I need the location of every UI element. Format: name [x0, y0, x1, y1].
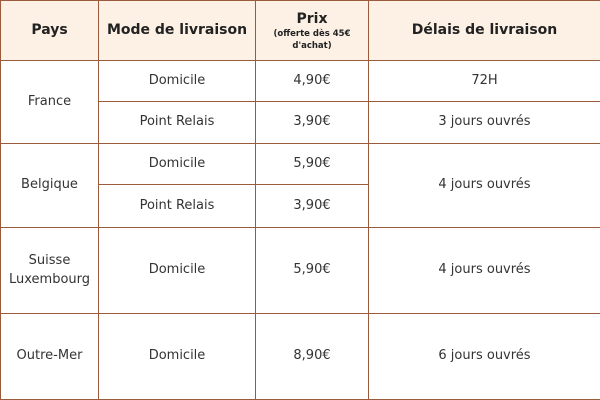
header-prix-note-1: (offerte dès 45€: [273, 29, 351, 40]
delai-cell: 4 jours ouvrés: [369, 144, 600, 228]
header-delais: Délais de livraison: [369, 1, 600, 61]
delai-cell: 6 jours ouvrés: [369, 314, 600, 400]
prix-cell: 4,90€: [256, 61, 369, 102]
pays-belgique: Belgique: [1, 144, 99, 228]
mode-cell: Domicile: [99, 228, 256, 314]
mode-cell: Domicile: [99, 61, 256, 102]
mode-cell: Domicile: [99, 144, 256, 185]
prix-cell: 3,90€: [256, 102, 369, 144]
table-row: [1, 314, 600, 400]
prix-cell: 5,90€: [256, 228, 369, 314]
header-prix-label: Prix: [296, 10, 328, 27]
header-prix: [256, 1, 369, 61]
delai-cell: 3 jours ouvrés: [369, 102, 600, 144]
pays-outre-mer: Outre-Mer: [1, 314, 99, 400]
header-pays: Pays: [1, 1, 99, 61]
mode-cell: Point Relais: [99, 102, 256, 144]
table-row: [1, 144, 600, 185]
table-row: [1, 61, 600, 102]
prix-cell: 3,90€: [256, 185, 369, 228]
delai-cell: 4 jours ouvrés: [369, 228, 600, 314]
pays-france: France: [1, 61, 99, 144]
delai-cell: 72H: [369, 61, 600, 102]
table-header: [1, 1, 600, 61]
prix-cell: 8,90€: [256, 314, 369, 400]
prix-cell: 5,90€: [256, 144, 369, 185]
mode-cell: Domicile: [99, 314, 256, 400]
table-row: [1, 228, 600, 314]
mode-cell: Point Relais: [99, 185, 256, 228]
table-body: [1, 61, 600, 400]
pays-suisse-luxembourg: [1, 228, 99, 314]
header-mode: Mode de livraison: [99, 1, 256, 61]
header-row: [1, 1, 600, 61]
header-prix-note-2: d'achat): [292, 40, 332, 51]
pays-line-suisse: Suisse: [28, 252, 71, 268]
pays-line-luxembourg: Luxembourg: [8, 271, 91, 287]
